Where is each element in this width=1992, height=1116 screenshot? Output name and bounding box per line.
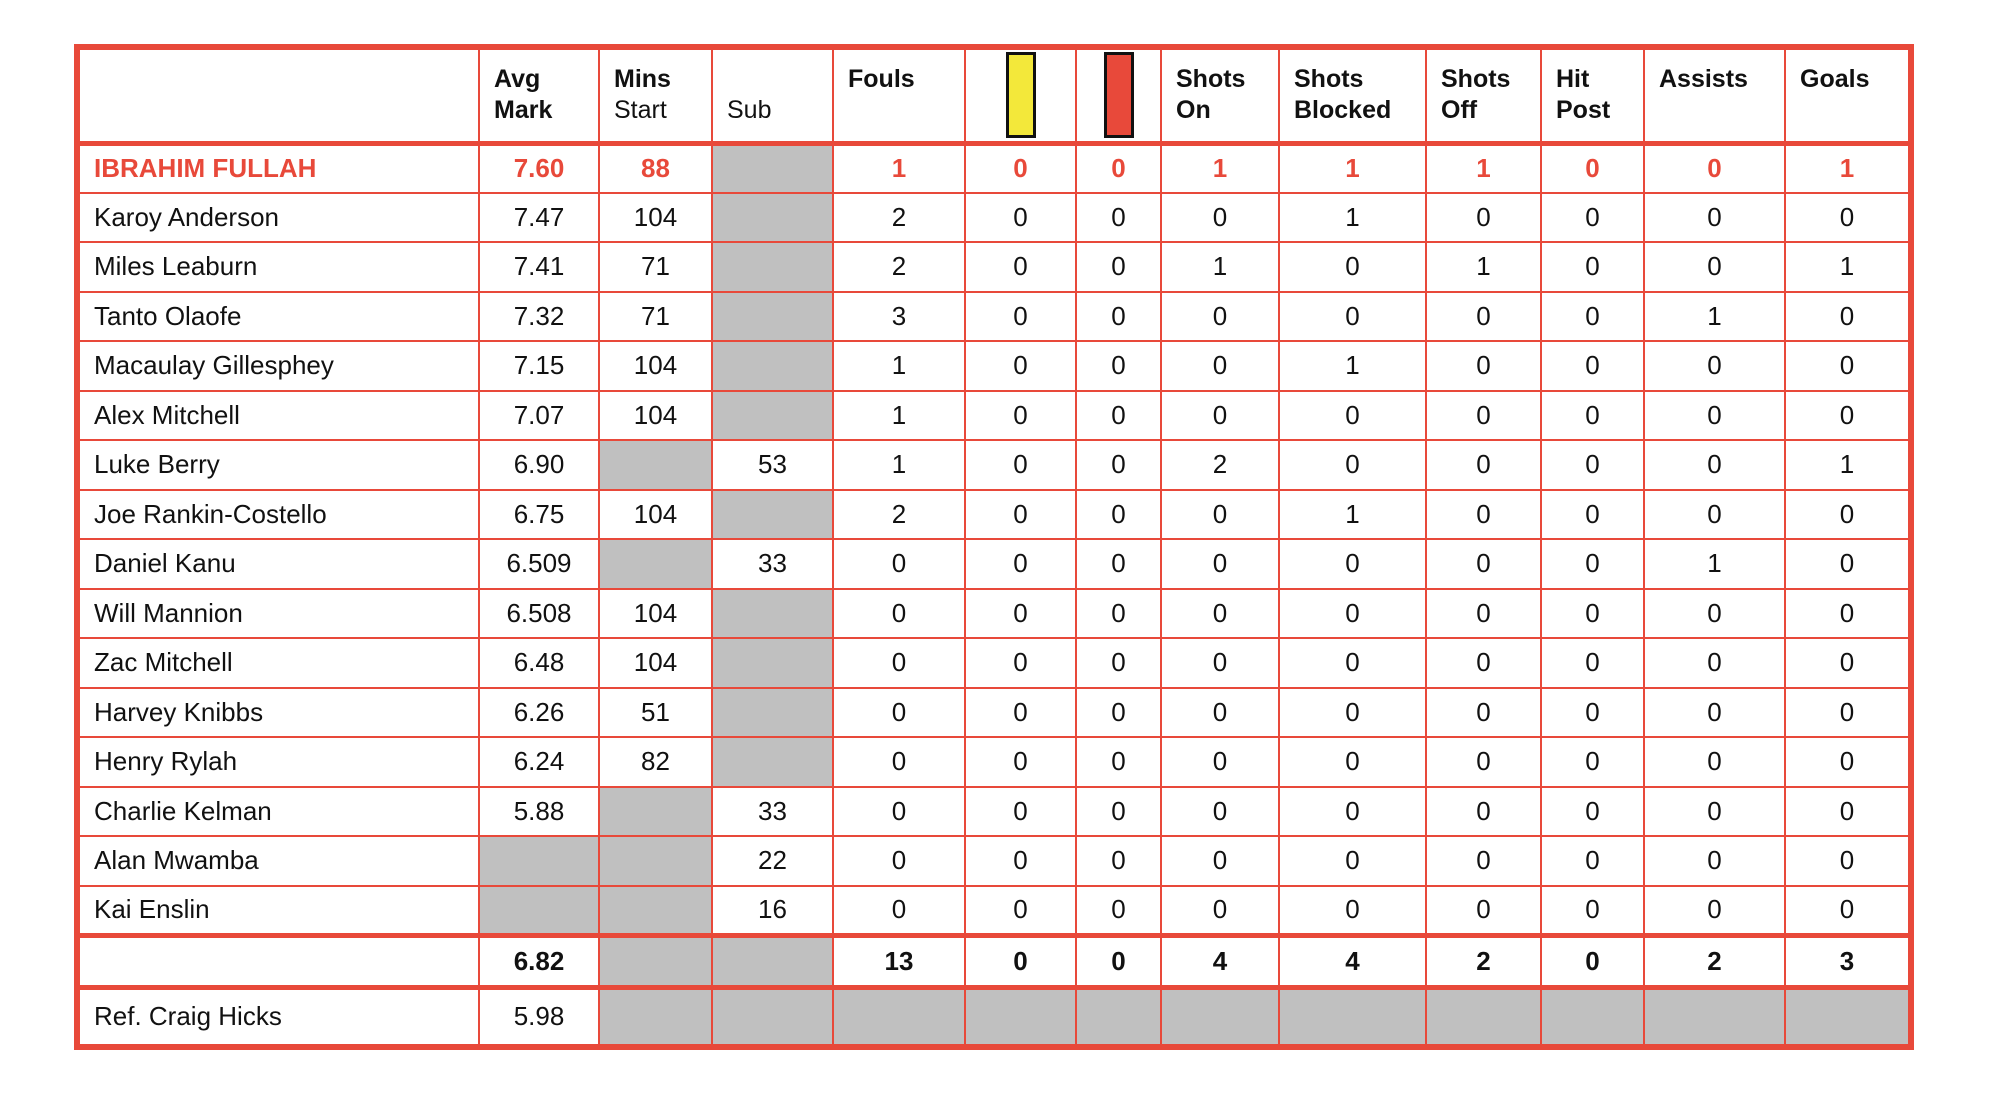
stat-assists: 0 xyxy=(1644,836,1785,886)
table-row xyxy=(77,242,1911,292)
stat-yellow: 0 xyxy=(965,638,1076,688)
stat-fouls: 0 xyxy=(833,638,965,688)
avg-mark: 5.88 xyxy=(479,787,599,837)
avg-mark: 7.47 xyxy=(479,193,599,243)
stat-goals: 0 xyxy=(1785,638,1911,688)
header-fouls xyxy=(833,47,965,143)
sub-minute xyxy=(712,143,833,193)
stat-fouls: 2 xyxy=(833,193,965,243)
stat-shots-blocked: 0 xyxy=(1279,242,1426,292)
player-name: Alan Mwamba xyxy=(77,836,479,886)
stat-red: 0 xyxy=(1076,539,1161,589)
stat-goals: 1 xyxy=(1785,440,1911,490)
avg-mark: 7.07 xyxy=(479,391,599,441)
stat-red: 0 xyxy=(1076,193,1161,243)
mins-start xyxy=(599,836,712,886)
header-goals xyxy=(1785,47,1911,143)
player-name: Zac Mitchell xyxy=(77,638,479,688)
avg-mark: 6.75 xyxy=(479,490,599,540)
stat-red: 0 xyxy=(1076,589,1161,639)
player-name: Kai Enslin xyxy=(77,886,479,936)
mins-start: 104 xyxy=(599,638,712,688)
header-shots-off xyxy=(1426,47,1541,143)
stat-goals: 0 xyxy=(1785,341,1911,391)
stat-red: 0 xyxy=(1076,143,1161,193)
stat-hit-post: 0 xyxy=(1541,589,1644,639)
stat-fouls: 1 xyxy=(833,440,965,490)
mins-start xyxy=(599,440,712,490)
stat-fouls: 2 xyxy=(833,242,965,292)
stat-fouls: 0 xyxy=(833,836,965,886)
player-name: Will Mannion xyxy=(77,589,479,639)
header-avg-mark xyxy=(479,47,599,143)
mins-start: 51 xyxy=(599,688,712,738)
header-mins-start xyxy=(599,47,712,143)
stat-fouls: 0 xyxy=(833,737,965,787)
stat-fouls: 1 xyxy=(833,143,965,193)
referee-empty-cell xyxy=(1076,987,1161,1047)
stat-assists: 0 xyxy=(1644,589,1785,639)
stat-shots-off: 0 xyxy=(1426,292,1541,342)
totals-fouls: 13 xyxy=(833,935,965,987)
stat-shots-off: 0 xyxy=(1426,638,1541,688)
header-shots-on-line1: Shots xyxy=(1176,65,1246,93)
referee-empty-cell xyxy=(1644,987,1785,1047)
stat-shots-blocked: 0 xyxy=(1279,886,1426,936)
header-goals-label: Goals xyxy=(1800,65,1870,93)
player-name: Tanto Olaofe xyxy=(77,292,479,342)
stat-shots-on: 0 xyxy=(1161,638,1279,688)
stat-shots-off: 0 xyxy=(1426,886,1541,936)
player-name: Joe Rankin-Costello xyxy=(77,490,479,540)
header-shots-blocked-line1: Shots xyxy=(1294,65,1364,93)
sub-minute: 33 xyxy=(712,539,833,589)
header-mins-line1: Mins xyxy=(614,65,671,93)
referee-row xyxy=(77,987,1911,1047)
stat-yellow: 0 xyxy=(965,292,1076,342)
table-row xyxy=(77,787,1911,837)
stat-shots-off: 0 xyxy=(1426,341,1541,391)
stat-hit-post: 0 xyxy=(1541,787,1644,837)
referee-name: Ref. Craig Hicks xyxy=(77,987,479,1047)
table-row xyxy=(77,886,1911,936)
stat-shots-on: 0 xyxy=(1161,886,1279,936)
sub-minute xyxy=(712,688,833,738)
totals-goals: 3 xyxy=(1785,935,1911,987)
referee-empty-cell xyxy=(1279,987,1426,1047)
stat-hit-post: 0 xyxy=(1541,292,1644,342)
stat-shots-blocked: 0 xyxy=(1279,292,1426,342)
stat-yellow: 0 xyxy=(965,688,1076,738)
avg-mark: 7.32 xyxy=(479,292,599,342)
stat-shots-on: 0 xyxy=(1161,193,1279,243)
sub-minute xyxy=(712,242,833,292)
table-row xyxy=(77,292,1911,342)
avg-mark xyxy=(479,886,599,936)
stat-shots-blocked: 0 xyxy=(1279,737,1426,787)
stat-red: 0 xyxy=(1076,836,1161,886)
totals-hit-post: 0 xyxy=(1541,935,1644,987)
referee-empty-cell xyxy=(712,987,833,1047)
referee-empty-cell xyxy=(1426,987,1541,1047)
referee-empty-cell xyxy=(833,987,965,1047)
referee-empty-cell xyxy=(599,987,712,1047)
stat-shots-blocked: 0 xyxy=(1279,589,1426,639)
mins-start: 104 xyxy=(599,341,712,391)
sub-minute xyxy=(712,391,833,441)
totals-shots-blocked: 4 xyxy=(1279,935,1426,987)
table-row xyxy=(77,638,1911,688)
stat-goals: 0 xyxy=(1785,391,1911,441)
player-name: Henry Rylah xyxy=(77,737,479,787)
stat-yellow: 0 xyxy=(965,836,1076,886)
stat-shots-on: 2 xyxy=(1161,440,1279,490)
stat-goals: 0 xyxy=(1785,490,1911,540)
stat-yellow: 0 xyxy=(965,787,1076,837)
player-stats-table xyxy=(74,44,1914,1050)
header-hit-post-line1: Hit xyxy=(1556,65,1590,93)
avg-mark: 6.90 xyxy=(479,440,599,490)
stat-shots-blocked: 0 xyxy=(1279,787,1426,837)
header-shots-on-line2: On xyxy=(1176,96,1211,124)
stat-shots-off: 1 xyxy=(1426,242,1541,292)
stat-yellow: 0 xyxy=(965,490,1076,540)
avg-mark: 7.60 xyxy=(479,143,599,193)
stat-shots-blocked: 1 xyxy=(1279,193,1426,243)
referee-avg-mark: 5.98 xyxy=(479,987,599,1047)
stat-shots-on: 0 xyxy=(1161,836,1279,886)
stat-shots-on: 0 xyxy=(1161,589,1279,639)
avg-mark: 6.48 xyxy=(479,638,599,688)
stat-goals: 0 xyxy=(1785,589,1911,639)
stat-hit-post: 0 xyxy=(1541,341,1644,391)
sub-minute: 53 xyxy=(712,440,833,490)
stat-goals: 0 xyxy=(1785,886,1911,936)
stat-goals: 0 xyxy=(1785,688,1911,738)
header-hit-post xyxy=(1541,47,1644,143)
stat-shots-on: 0 xyxy=(1161,539,1279,589)
player-name: Miles Leaburn xyxy=(77,242,479,292)
avg-mark xyxy=(479,836,599,886)
stat-yellow: 0 xyxy=(965,391,1076,441)
stat-shots-on: 0 xyxy=(1161,341,1279,391)
stat-shots-blocked: 0 xyxy=(1279,688,1426,738)
stat-assists: 0 xyxy=(1644,391,1785,441)
stat-red: 0 xyxy=(1076,737,1161,787)
header-avg-mark-line1: Avg xyxy=(494,65,541,93)
stat-assists: 1 xyxy=(1644,539,1785,589)
totals-red: 0 xyxy=(1076,935,1161,987)
sub-minute xyxy=(712,193,833,243)
stat-shots-off: 0 xyxy=(1426,688,1541,738)
stat-red: 0 xyxy=(1076,787,1161,837)
table-row xyxy=(77,836,1911,886)
avg-mark: 6.24 xyxy=(479,737,599,787)
stat-goals: 0 xyxy=(1785,737,1911,787)
sub-minute: 16 xyxy=(712,886,833,936)
mins-start: 71 xyxy=(599,292,712,342)
stat-fouls: 0 xyxy=(833,688,965,738)
totals-label-cell xyxy=(77,935,479,987)
stat-assists: 0 xyxy=(1644,341,1785,391)
stat-fouls: 0 xyxy=(833,886,965,936)
table-row xyxy=(77,341,1911,391)
mins-start: 88 xyxy=(599,143,712,193)
stat-hit-post: 0 xyxy=(1541,490,1644,540)
header-assists xyxy=(1644,47,1785,143)
stat-yellow: 0 xyxy=(965,242,1076,292)
referee-empty-cell xyxy=(1785,987,1911,1047)
stat-assists: 0 xyxy=(1644,490,1785,540)
header-fouls-label: Fouls xyxy=(848,65,915,93)
stat-shots-off: 0 xyxy=(1426,589,1541,639)
stat-shots-on: 0 xyxy=(1161,490,1279,540)
stat-shots-off: 1 xyxy=(1426,143,1541,193)
stat-hit-post: 0 xyxy=(1541,737,1644,787)
header-sub-label: Sub xyxy=(727,96,772,124)
stat-goals: 1 xyxy=(1785,143,1911,193)
header-yellow-card xyxy=(965,47,1076,143)
mins-start: 104 xyxy=(599,589,712,639)
player-name: Charlie Kelman xyxy=(77,787,479,837)
stat-hit-post: 0 xyxy=(1541,638,1644,688)
stat-shots-blocked: 0 xyxy=(1279,638,1426,688)
stat-yellow: 0 xyxy=(965,539,1076,589)
stat-shots-off: 0 xyxy=(1426,490,1541,540)
sub-minute xyxy=(712,341,833,391)
stat-shots-blocked: 0 xyxy=(1279,391,1426,441)
stat-shots-blocked: 1 xyxy=(1279,490,1426,540)
stat-shots-off: 0 xyxy=(1426,440,1541,490)
table-row xyxy=(77,737,1911,787)
sub-minute xyxy=(712,589,833,639)
sub-minute: 22 xyxy=(712,836,833,886)
stat-shots-on: 1 xyxy=(1161,143,1279,193)
stat-shots-on: 0 xyxy=(1161,737,1279,787)
stat-yellow: 0 xyxy=(965,589,1076,639)
mins-start: 82 xyxy=(599,737,712,787)
stat-shots-off: 0 xyxy=(1426,787,1541,837)
player-name: IBRAHIM FULLAH xyxy=(77,143,479,193)
table-row xyxy=(77,539,1911,589)
stat-goals: 0 xyxy=(1785,292,1911,342)
totals-mins-start xyxy=(599,935,712,987)
stat-shots-off: 0 xyxy=(1426,193,1541,243)
table-row xyxy=(77,440,1911,490)
stat-yellow: 0 xyxy=(965,737,1076,787)
player-name: Karoy Anderson xyxy=(77,193,479,243)
table-body xyxy=(77,47,1911,1047)
totals-shots-on: 4 xyxy=(1161,935,1279,987)
stat-goals: 0 xyxy=(1785,836,1911,886)
mins-start xyxy=(599,787,712,837)
stat-goals: 1 xyxy=(1785,242,1911,292)
player-name: Alex Mitchell xyxy=(77,391,479,441)
stat-shots-blocked: 0 xyxy=(1279,539,1426,589)
stat-assists: 1 xyxy=(1644,292,1785,342)
stat-shots-on: 1 xyxy=(1161,242,1279,292)
stat-assists: 0 xyxy=(1644,638,1785,688)
stat-shots-blocked: 1 xyxy=(1279,143,1426,193)
header-mins-line2: Start xyxy=(614,96,667,124)
stat-goals: 0 xyxy=(1785,787,1911,837)
stat-shots-on: 0 xyxy=(1161,292,1279,342)
stat-yellow: 0 xyxy=(965,440,1076,490)
stat-hit-post: 0 xyxy=(1541,391,1644,441)
stat-shots-off: 0 xyxy=(1426,836,1541,886)
totals-shots-off: 2 xyxy=(1426,935,1541,987)
header-shots-off-line1: Shots xyxy=(1441,65,1511,93)
stat-shots-off: 0 xyxy=(1426,539,1541,589)
stat-goals: 0 xyxy=(1785,193,1911,243)
sub-minute xyxy=(712,292,833,342)
stat-red: 0 xyxy=(1076,242,1161,292)
stat-hit-post: 0 xyxy=(1541,886,1644,936)
stat-assists: 0 xyxy=(1644,242,1785,292)
totals-assists: 2 xyxy=(1644,935,1785,987)
header-shots-blocked-line2: Blocked xyxy=(1294,96,1392,124)
referee-empty-cell xyxy=(1541,987,1644,1047)
stat-assists: 0 xyxy=(1644,688,1785,738)
stat-assists: 0 xyxy=(1644,193,1785,243)
stat-shots-on: 0 xyxy=(1161,787,1279,837)
stat-fouls: 0 xyxy=(833,589,965,639)
stat-assists: 0 xyxy=(1644,143,1785,193)
mins-start: 104 xyxy=(599,391,712,441)
sub-minute: 33 xyxy=(712,787,833,837)
stat-yellow: 0 xyxy=(965,193,1076,243)
totals-row xyxy=(77,935,1911,987)
yellow-card-icon xyxy=(1006,52,1036,138)
stat-assists: 0 xyxy=(1644,737,1785,787)
stat-fouls: 3 xyxy=(833,292,965,342)
header-shots-off-line2: Off xyxy=(1441,96,1478,124)
stat-fouls: 1 xyxy=(833,391,965,441)
stat-red: 0 xyxy=(1076,440,1161,490)
mins-start: 104 xyxy=(599,193,712,243)
avg-mark: 6.26 xyxy=(479,688,599,738)
stat-red: 0 xyxy=(1076,688,1161,738)
table-row xyxy=(77,589,1911,639)
referee-empty-cell xyxy=(1161,987,1279,1047)
avg-mark: 7.15 xyxy=(479,341,599,391)
table-row xyxy=(77,391,1911,441)
avg-mark: 7.41 xyxy=(479,242,599,292)
header-avg-mark-line2: Mark xyxy=(494,96,553,124)
stat-hit-post: 0 xyxy=(1541,688,1644,738)
referee-empty-cell xyxy=(965,987,1076,1047)
totals-avg-mark: 6.82 xyxy=(479,935,599,987)
stat-red: 0 xyxy=(1076,886,1161,936)
stat-assists: 0 xyxy=(1644,787,1785,837)
header-name-cell xyxy=(77,47,479,143)
header-assists-label: Assists xyxy=(1659,65,1748,93)
header-hit-post-line2: Post xyxy=(1556,96,1611,124)
player-name: Daniel Kanu xyxy=(77,539,479,589)
header-sub xyxy=(712,47,833,143)
stat-red: 0 xyxy=(1076,490,1161,540)
stat-red: 0 xyxy=(1076,638,1161,688)
sub-minute xyxy=(712,737,833,787)
stat-shots-on: 0 xyxy=(1161,688,1279,738)
stat-hit-post: 0 xyxy=(1541,242,1644,292)
sub-minute xyxy=(712,638,833,688)
stat-hit-post: 0 xyxy=(1541,836,1644,886)
header-shots-on xyxy=(1161,47,1279,143)
avg-mark: 6.508 xyxy=(479,589,599,639)
table-row xyxy=(77,688,1911,738)
stat-red: 0 xyxy=(1076,391,1161,441)
stat-shots-off: 0 xyxy=(1426,391,1541,441)
stat-yellow: 0 xyxy=(965,143,1076,193)
mins-start xyxy=(599,539,712,589)
stat-assists: 0 xyxy=(1644,886,1785,936)
red-card-icon xyxy=(1104,52,1134,138)
stat-yellow: 0 xyxy=(965,341,1076,391)
header-row xyxy=(77,47,1911,143)
header-red-card xyxy=(1076,47,1161,143)
player-name: Harvey Knibbs xyxy=(77,688,479,738)
stat-hit-post: 0 xyxy=(1541,539,1644,589)
player-name: Luke Berry xyxy=(77,440,479,490)
stat-shots-on: 0 xyxy=(1161,391,1279,441)
stat-hit-post: 0 xyxy=(1541,143,1644,193)
stat-yellow: 0 xyxy=(965,886,1076,936)
stat-shots-blocked: 0 xyxy=(1279,440,1426,490)
mins-start: 104 xyxy=(599,490,712,540)
avg-mark: 6.509 xyxy=(479,539,599,589)
stat-shots-blocked: 1 xyxy=(1279,341,1426,391)
stat-hit-post: 0 xyxy=(1541,193,1644,243)
header-shots-blocked xyxy=(1279,47,1426,143)
mins-start: 71 xyxy=(599,242,712,292)
stat-hit-post: 0 xyxy=(1541,440,1644,490)
stat-fouls: 0 xyxy=(833,787,965,837)
stat-fouls: 0 xyxy=(833,539,965,589)
stat-fouls: 1 xyxy=(833,341,965,391)
stat-red: 0 xyxy=(1076,292,1161,342)
player-name: Macaulay Gillesphey xyxy=(77,341,479,391)
sub-minute xyxy=(712,490,833,540)
totals-yellow: 0 xyxy=(965,935,1076,987)
stat-fouls: 2 xyxy=(833,490,965,540)
stat-red: 0 xyxy=(1076,341,1161,391)
mins-start xyxy=(599,886,712,936)
table-row xyxy=(77,143,1911,193)
stat-goals: 0 xyxy=(1785,539,1911,589)
table-row xyxy=(77,490,1911,540)
stat-shots-off: 0 xyxy=(1426,737,1541,787)
table-row xyxy=(77,193,1911,243)
totals-sub xyxy=(712,935,833,987)
stat-assists: 0 xyxy=(1644,440,1785,490)
stat-shots-blocked: 0 xyxy=(1279,836,1426,886)
